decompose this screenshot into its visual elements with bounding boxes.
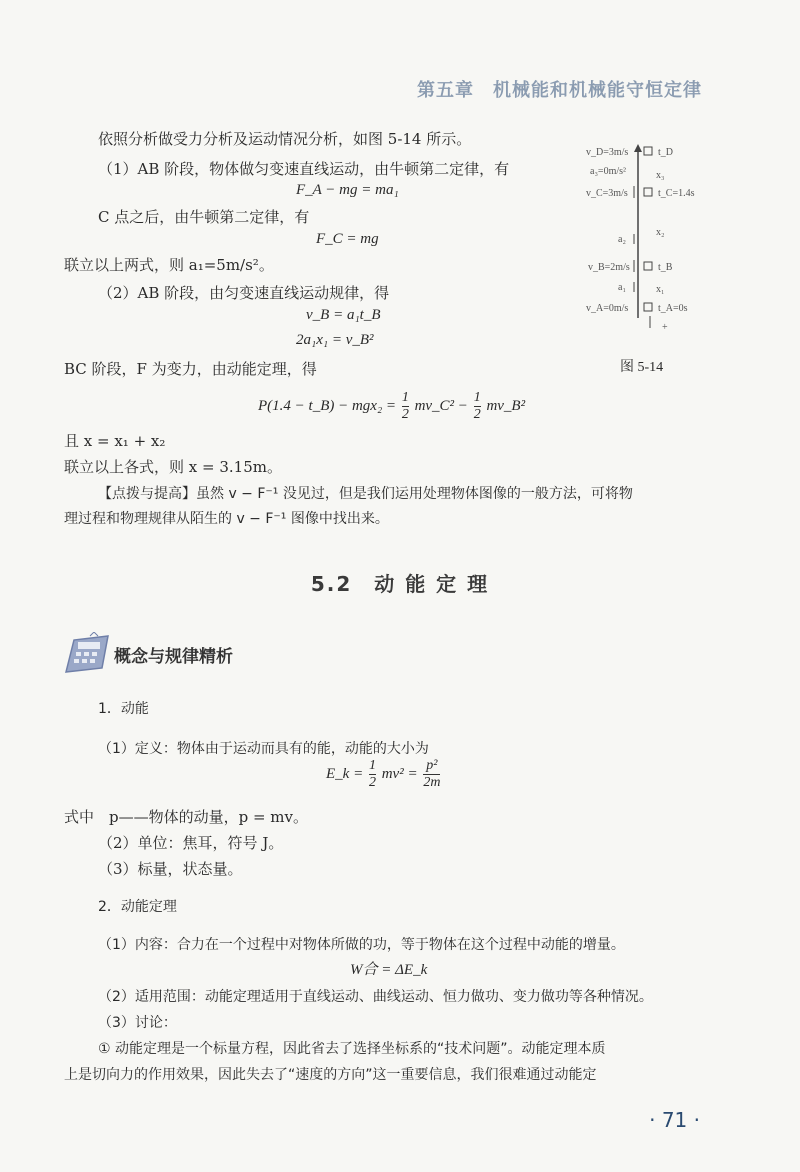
body-line: （1）定义：物体由于运动而具有的能，动能的大小为 — [98, 741, 429, 757]
equation: F_A − mg = ma₁ — [296, 182, 399, 198]
label-a2: a₂ — [618, 234, 626, 245]
body-line: C 点之后，由牛顿第二定律，有 — [98, 208, 310, 226]
label-vA: v_A=0m/s — [586, 303, 629, 314]
figure-caption: 图 5-14 — [620, 360, 664, 375]
equation: 2a₁x₁ = v_B² — [296, 332, 374, 348]
body-line: 且 x = x₁ + x₂ — [64, 432, 166, 450]
equation: F_C = mg — [316, 231, 379, 247]
body-line: （2）AB 阶段，由匀变速直线运动规律，得 — [98, 284, 390, 302]
body-line: 上是切向力的作用效果，因此失去了“速度的方向”这一重要信息，我们很难通过动能定 — [64, 1067, 597, 1083]
label-tD: t_D — [658, 147, 673, 158]
body-line: 联立以上各式，则 x = 3.15m。 — [64, 458, 282, 476]
fraction-den: 2 — [401, 407, 409, 422]
equation-kinetic-energy — [326, 758, 442, 791]
equation: v_B = a₁t_B — [306, 307, 381, 323]
equation-theorem: W合 = ΔE_k — [350, 962, 428, 978]
tip-line: 理过程和物理规律从陌生的 v − F⁻¹ 图像中找出来。 — [64, 511, 389, 527]
eq-part: E_k = — [326, 765, 364, 782]
point-B-box — [644, 262, 652, 270]
label-tC: t_C=1.4s — [658, 188, 695, 199]
fraction-den: 2m — [423, 775, 441, 790]
eq-part: P(1.4 − t_B) − mgx₂ = — [258, 397, 397, 414]
label-a3: a₃=0m/s² — [590, 166, 627, 177]
fraction — [423, 758, 440, 791]
equation-work-energy — [258, 390, 525, 423]
body-line: 依照分析做受力分析及运动情况分析，如图 5-14 所示。 — [98, 130, 472, 148]
fraction — [402, 390, 409, 423]
label-vD: v_D=3m/s — [586, 147, 629, 158]
tip-line: 【点拨与提高】虽然 v − F⁻¹ 没见过，但是我们运用处理物体图像的一般方法，可将物 — [98, 486, 633, 502]
body-line: BC 阶段，F 为变力，由动能定理，得 — [64, 360, 317, 378]
fraction-num: 1 — [368, 758, 376, 773]
label-vB: v_B=2m/s — [588, 262, 630, 273]
label-x3: x₃ — [656, 170, 665, 181]
body-line: （3）讨论： — [98, 1015, 177, 1031]
label-x1: x₁ — [656, 284, 665, 295]
body-line: 联立以上两式，则 a₁=5m/s²。 — [64, 256, 274, 274]
body-line: （3）标量，状态量。 — [98, 860, 243, 878]
point-A-box — [644, 303, 652, 311]
label-x2: x₂ — [656, 227, 665, 238]
fraction-num: 1 — [473, 390, 481, 405]
label-tA: t_A=0s — [658, 303, 688, 314]
label-vC: v_C=3m/s — [586, 188, 628, 199]
body-line: ① 动能定理是一个标量方程，因此省去了选择坐标系的“技术问题”。动能定理本质 — [98, 1041, 606, 1057]
chapter-header: 第五章 机械能和机械能守恒定律 — [417, 80, 702, 101]
body-line: （2）单位：焦耳，符号 J。 — [98, 834, 284, 852]
fraction-num: p² — [423, 758, 440, 775]
axis-arrow-icon — [634, 144, 642, 152]
point-D-box — [644, 147, 652, 155]
body-line: （1）AB 阶段，物体做匀变速直线运动，由牛顿第二定律，有 — [98, 160, 510, 178]
eq-part: mv_B² — [486, 397, 526, 414]
figure-5-14 — [586, 140, 726, 340]
label-plus: + — [662, 322, 668, 333]
fraction — [369, 758, 376, 791]
eq-part: mv² = — [381, 765, 418, 782]
label-tB: t_B — [658, 262, 673, 273]
concept-title: 概念与规律精析 — [114, 647, 233, 667]
heading-work-energy-theorem: 2．动能定理 — [98, 899, 177, 915]
section-title: 5.2 动 能 定 理 — [310, 572, 490, 596]
fraction-den: 2 — [368, 775, 376, 790]
heading-kinetic-energy: 1．动能 — [98, 701, 149, 717]
point-C-box — [644, 188, 652, 196]
fraction-num: 1 — [401, 390, 409, 405]
label-a1: a₁ — [618, 282, 626, 293]
calculator-icon — [60, 632, 112, 676]
body-line: 式中 p——物体的动量，p = mv。 — [64, 808, 309, 826]
body-line: （2）适用范围：动能定理适用于直线运动、曲线运动、恒力做功、变力做功等各种情况。 — [98, 989, 653, 1005]
eq-part: mv_C² − — [414, 397, 468, 414]
fraction — [474, 390, 481, 423]
fraction-den: 2 — [473, 407, 481, 422]
body-line: （1）内容：合力在一个过程中对物体所做的功，等于物体在这个过程中动能的增量。 — [98, 937, 625, 953]
